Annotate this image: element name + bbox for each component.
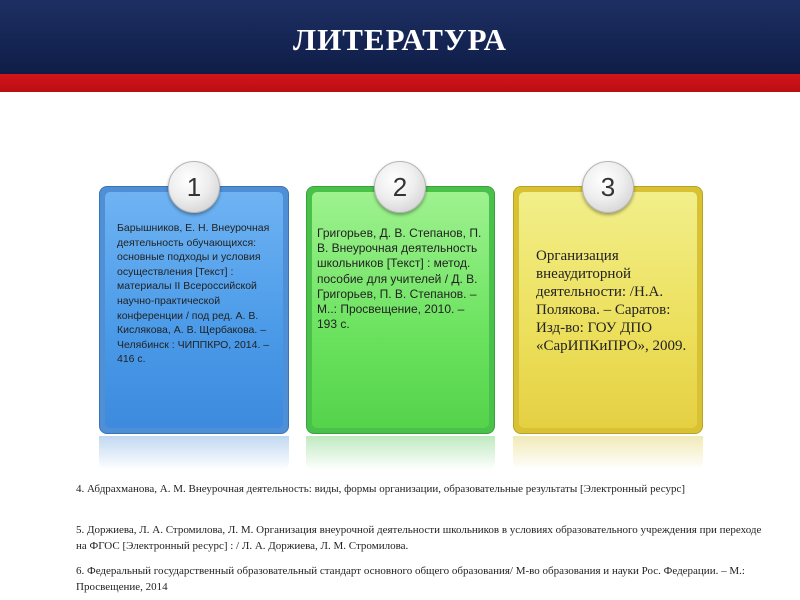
reference-4: 4. Абдрахманова, А. М. Внеурочная деятельность: виды, формы организации, образовательные результаты [Электронный ресурс]	[76, 483, 686, 495]
card-1-text: Барышников, Е. Н. Внеурочная деятельность обучающихся: основные подходы и условия осуществления [Текст] : материалы II Всероссийской научно-практической конференции / под ред. А. В. Кислякова, А. В. Щербакова. – Челябинск : ЧИППКРО, 2014. – 416 с.	[117, 222, 270, 366]
reference-6: 6. Федеральный государственный образовательный стандарт основного общего образования/ М-во образования и науки Рос. Федерации. – М.: Просвещение, 2014	[76, 565, 745, 593]
card-2-text: Григорьев, Д. В. Степанов, П. В. Внеурочная деятельность школьников [Текст] : метод. пособие для учителей / Д. В. Григорьев, П. В. Степанов. – М..: Просвещение, 2010. – 193 с.	[317, 226, 482, 332]
badge-number: 1	[186, 172, 202, 202]
card-3-reflection	[513, 436, 703, 470]
number-badge-3	[582, 161, 634, 213]
page-title: ЛИТЕРАТУРА	[293, 22, 507, 57]
badge-number: 3	[600, 172, 616, 202]
accent-stripe	[0, 74, 800, 92]
badge-number: 2	[392, 172, 408, 202]
number-badge-2	[374, 161, 426, 213]
title-bar	[0, 0, 800, 74]
reference-5: 5. Доржиева, Л. А. Стромилова, Л. М. Организация внеурочной деятельности школьников в условиях образовательного учреждения при переходе на ФГОС [Электронный ресурс] : / Л. А. Доржиева, Л. М. Стромилова.	[76, 524, 762, 552]
number-badge-1	[168, 161, 220, 213]
card-1-reflection	[99, 436, 289, 470]
card-2-reflection	[306, 436, 495, 470]
card-3-text: Организация внеаудиторной деятельности: /Н.А. Полякова. – Саратов: Изд-во: ГОУ ДПО «СарИПКиПРО», 2009.	[536, 248, 687, 354]
